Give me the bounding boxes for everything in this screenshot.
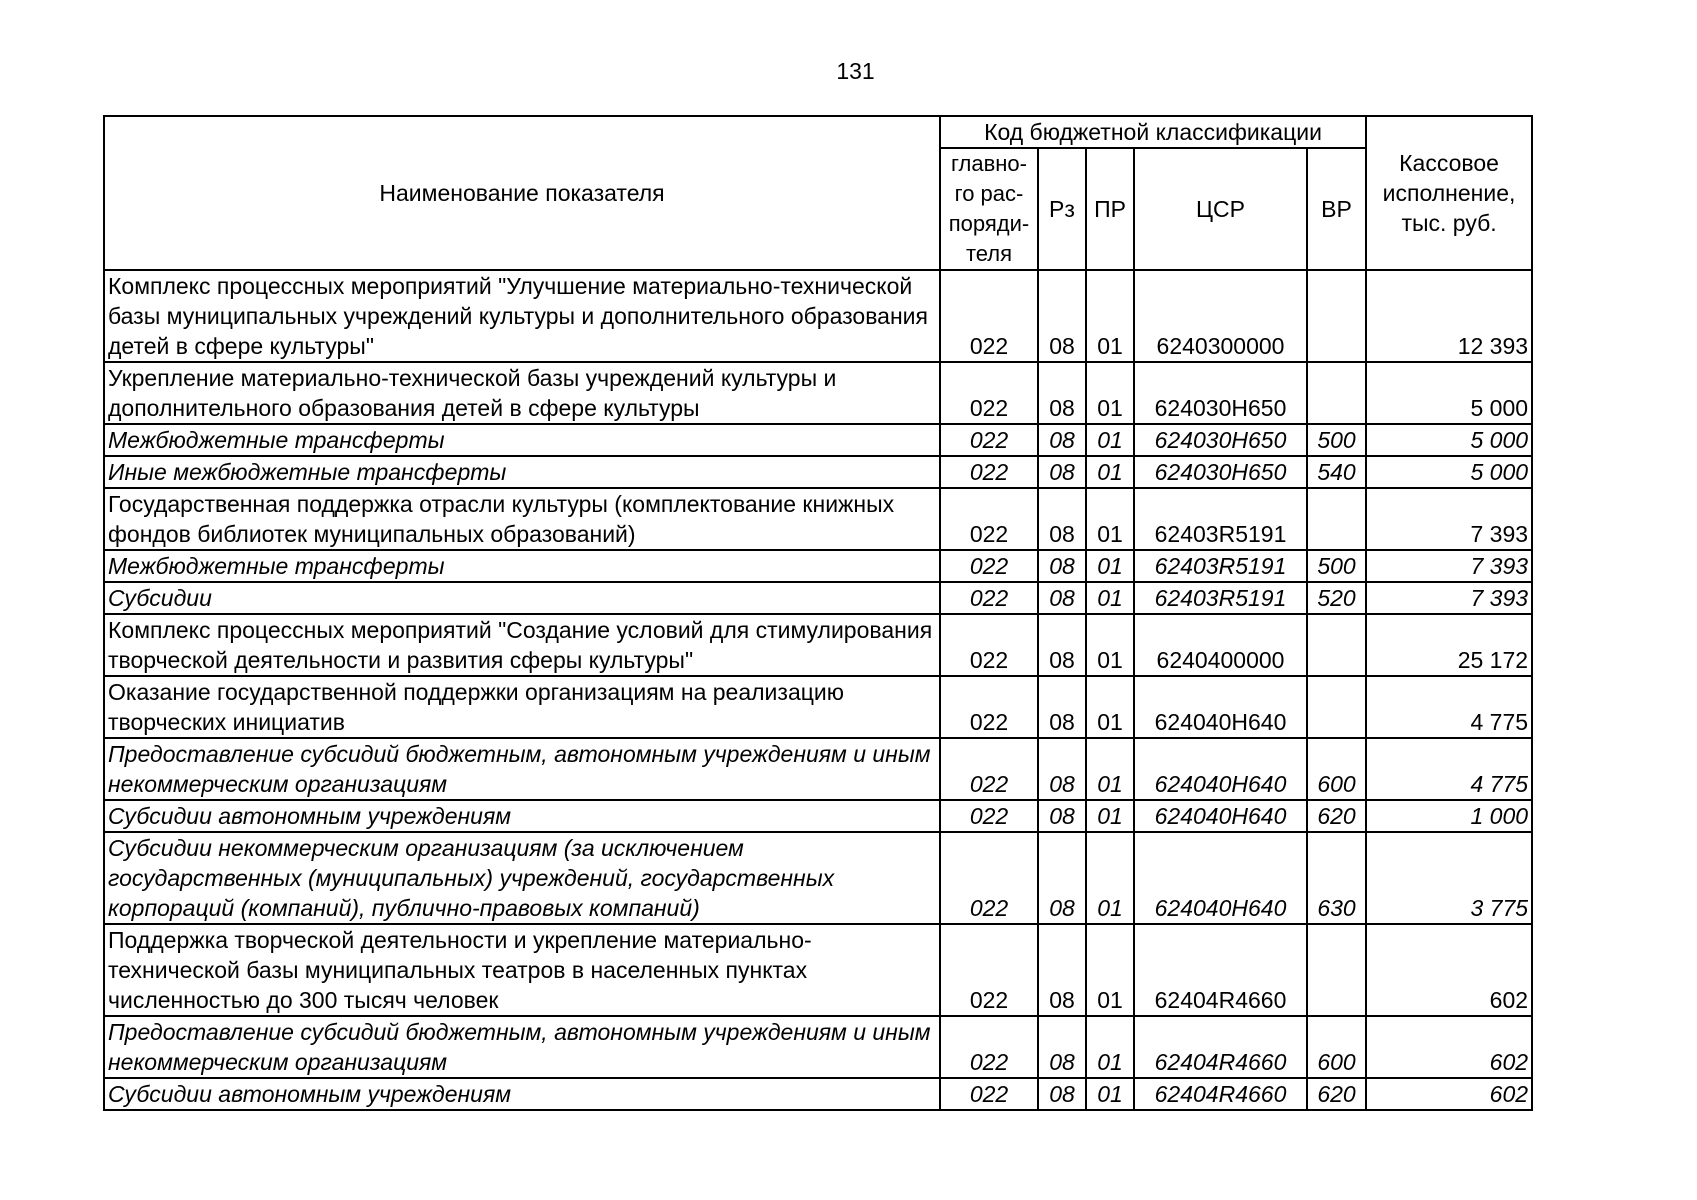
target-item-cell: 6240400000	[1134, 614, 1307, 676]
chief-administrator-cell: 022	[940, 800, 1038, 832]
header-subsection: ПР	[1086, 148, 1134, 270]
expense-type-cell: 500	[1307, 424, 1366, 456]
header-budget-classification-code: Код бюджетной классификации	[940, 116, 1366, 148]
section-cell: 08	[1038, 424, 1086, 456]
target-item-cell: 624030Н650	[1134, 424, 1307, 456]
section-cell: 08	[1038, 1016, 1086, 1078]
subsection-cell: 01	[1086, 424, 1134, 456]
indicator-name-cell: Оказание государственной поддержки организациям на реализацию творческих инициатив	[104, 676, 940, 738]
expense-type-cell	[1307, 924, 1366, 1016]
subsection-cell: 01	[1086, 582, 1134, 614]
table-row	[104, 738, 1532, 800]
indicator-name-cell: Поддержка творческой деятельности и укрепление материально-технической базы муниципальных театров в населенных пунктах численностью до 300 тысяч человек	[104, 924, 940, 1016]
chief-administrator-cell: 022	[940, 550, 1038, 582]
header-grbs-line: поряди-	[948, 211, 1030, 236]
table-row	[104, 270, 1532, 362]
subsection-cell: 01	[1086, 362, 1134, 424]
header-section: Рз	[1038, 148, 1086, 270]
cash-execution-cell: 602	[1366, 1078, 1532, 1110]
table-row	[104, 676, 1532, 738]
subsection-cell: 01	[1086, 676, 1134, 738]
target-item-cell: 62403R5191	[1134, 582, 1307, 614]
budget-execution-table	[103, 115, 1533, 1111]
table-body	[104, 270, 1532, 1110]
subsection-cell: 01	[1086, 738, 1134, 800]
chief-administrator-cell: 022	[940, 270, 1038, 362]
expense-type-cell	[1307, 676, 1366, 738]
expense-type-cell: 520	[1307, 582, 1366, 614]
expense-type-cell: 540	[1307, 456, 1366, 488]
table-row	[104, 582, 1532, 614]
expense-type-cell	[1307, 614, 1366, 676]
table-row	[104, 800, 1532, 832]
expense-type-cell: 500	[1307, 550, 1366, 582]
table-row	[104, 488, 1532, 550]
chief-administrator-cell: 022	[940, 676, 1038, 738]
expense-type-cell	[1307, 488, 1366, 550]
indicator-name-cell: Комплекс процессных мероприятий "Улучшение материально-технической базы муниципальных учреждений культуры и дополнительного образования детей в сфере культуры"	[104, 270, 940, 362]
expense-type-cell	[1307, 270, 1366, 362]
cash-execution-cell: 7 393	[1366, 550, 1532, 582]
expense-type-cell: 620	[1307, 1078, 1366, 1110]
section-cell: 08	[1038, 456, 1086, 488]
indicator-name-cell: Межбюджетные трансферты	[104, 550, 940, 582]
header-expense-type: ВР	[1307, 148, 1366, 270]
indicator-name-cell: Субсидии	[104, 582, 940, 614]
chief-administrator-cell: 022	[940, 488, 1038, 550]
chief-administrator-cell: 022	[940, 1078, 1038, 1110]
cash-execution-cell: 602	[1366, 924, 1532, 1016]
table-row	[104, 456, 1532, 488]
table-row	[104, 614, 1532, 676]
section-cell: 08	[1038, 270, 1086, 362]
cash-execution-cell: 4 775	[1366, 676, 1532, 738]
indicator-name-cell: Иные межбюджетные трансферты	[104, 456, 940, 488]
subsection-cell: 01	[1086, 1078, 1134, 1110]
section-cell: 08	[1038, 582, 1086, 614]
indicator-name-cell: Предоставление субсидий бюджетным, автономным учреждениям и иным некоммерческим организациям	[104, 1016, 940, 1078]
subsection-cell: 01	[1086, 456, 1134, 488]
subsection-cell: 01	[1086, 488, 1134, 550]
chief-administrator-cell: 022	[940, 832, 1038, 924]
header-cash-execution-line: тыс. руб.	[1401, 210, 1497, 236]
cash-execution-cell: 7 393	[1366, 582, 1532, 614]
section-cell: 08	[1038, 1078, 1086, 1110]
chief-administrator-cell: 022	[940, 738, 1038, 800]
header-indicator-name: Наименование показателя	[104, 116, 940, 270]
indicator-name-cell: Государственная поддержка отрасли культуры (комплектование книжных фондов библиотек муниципальных образований)	[104, 488, 940, 550]
cash-execution-cell: 602	[1366, 1016, 1532, 1078]
table-row	[104, 550, 1532, 582]
table-row	[104, 424, 1532, 456]
section-cell: 08	[1038, 676, 1086, 738]
target-item-cell: 6240300000	[1134, 270, 1307, 362]
cash-execution-cell: 1 000	[1366, 800, 1532, 832]
section-cell: 08	[1038, 362, 1086, 424]
header-cash-execution-line: исполнение,	[1382, 180, 1516, 206]
section-cell: 08	[1038, 832, 1086, 924]
table-row	[104, 1016, 1532, 1078]
cash-execution-cell: 5 000	[1366, 362, 1532, 424]
header-grbs-line: го рас-	[954, 181, 1024, 206]
indicator-name-cell: Субсидии автономным учреждениям	[104, 1078, 940, 1110]
expense-type-cell: 600	[1307, 738, 1366, 800]
section-cell: 08	[1038, 800, 1086, 832]
expense-type-cell: 620	[1307, 800, 1366, 832]
section-cell: 08	[1038, 738, 1086, 800]
header-cash-execution-line: Кассовое	[1399, 150, 1499, 176]
section-cell: 08	[1038, 488, 1086, 550]
cash-execution-cell: 5 000	[1366, 424, 1532, 456]
target-item-cell: 62404R4660	[1134, 924, 1307, 1016]
expense-type-cell	[1307, 362, 1366, 424]
header-grbs-line: теля	[965, 241, 1013, 266]
subsection-cell: 01	[1086, 614, 1134, 676]
indicator-name-cell: Укрепление материально-технической базы учреждений культуры и дополнительного образования детей в сфере культуры	[104, 362, 940, 424]
chief-administrator-cell: 022	[940, 362, 1038, 424]
expense-type-cell: 600	[1307, 1016, 1366, 1078]
subsection-cell: 01	[1086, 924, 1134, 1016]
target-item-cell: 62404R4660	[1134, 1078, 1307, 1110]
indicator-name-cell: Субсидии автономным учреждениям	[104, 800, 940, 832]
header-chief-administrator	[940, 148, 1038, 270]
table-row	[104, 362, 1532, 424]
target-item-cell: 624040Н640	[1134, 738, 1307, 800]
target-item-cell: 624040Н640	[1134, 676, 1307, 738]
cash-execution-cell: 5 000	[1366, 456, 1532, 488]
expense-type-cell: 630	[1307, 832, 1366, 924]
target-item-cell: 624030Н650	[1134, 362, 1307, 424]
indicator-name-cell: Предоставление субсидий бюджетным, автономным учреждениям и иным некоммерческим организациям	[104, 738, 940, 800]
chief-administrator-cell: 022	[940, 614, 1038, 676]
cash-execution-cell: 12 393	[1366, 270, 1532, 362]
header-target-item: ЦСР	[1134, 148, 1307, 270]
chief-administrator-cell: 022	[940, 456, 1038, 488]
cash-execution-cell: 4 775	[1366, 738, 1532, 800]
target-item-cell: 624030Н650	[1134, 456, 1307, 488]
header-grbs-line: главно-	[950, 151, 1027, 176]
subsection-cell: 01	[1086, 832, 1134, 924]
page-number: 131	[836, 58, 875, 84]
section-cell: 08	[1038, 614, 1086, 676]
target-item-cell: 624040Н640	[1134, 800, 1307, 832]
header-cash-execution	[1366, 116, 1532, 270]
indicator-name-cell: Комплекс процессных мероприятий "Создание условий для стимулирования творческой деятельности и развития сферы культуры"	[104, 614, 940, 676]
subsection-cell: 01	[1086, 270, 1134, 362]
indicator-name-cell: Межбюджетные трансферты	[104, 424, 940, 456]
section-cell: 08	[1038, 550, 1086, 582]
subsection-cell: 01	[1086, 550, 1134, 582]
subsection-cell: 01	[1086, 1016, 1134, 1078]
chief-administrator-cell: 022	[940, 582, 1038, 614]
section-cell: 08	[1038, 924, 1086, 1016]
target-item-cell: 62404R4660	[1134, 1016, 1307, 1078]
table-header	[104, 116, 1532, 270]
table-row	[104, 832, 1532, 924]
subsection-cell: 01	[1086, 800, 1134, 832]
chief-administrator-cell: 022	[940, 424, 1038, 456]
target-item-cell: 62403R5191	[1134, 488, 1307, 550]
cash-execution-cell: 25 172	[1366, 614, 1532, 676]
chief-administrator-cell: 022	[940, 924, 1038, 1016]
target-item-cell: 62403R5191	[1134, 550, 1307, 582]
cash-execution-cell: 7 393	[1366, 488, 1532, 550]
table-row	[104, 1078, 1532, 1110]
table-row	[104, 924, 1532, 1016]
target-item-cell: 624040Н640	[1134, 832, 1307, 924]
chief-administrator-cell: 022	[940, 1016, 1038, 1078]
cash-execution-cell: 3 775	[1366, 832, 1532, 924]
indicator-name-cell: Субсидии некоммерческим организациям (за исключением государственных (муниципальных) учреждений, государственных корпораций (компаний), публично-правовых компаний)	[104, 832, 940, 924]
